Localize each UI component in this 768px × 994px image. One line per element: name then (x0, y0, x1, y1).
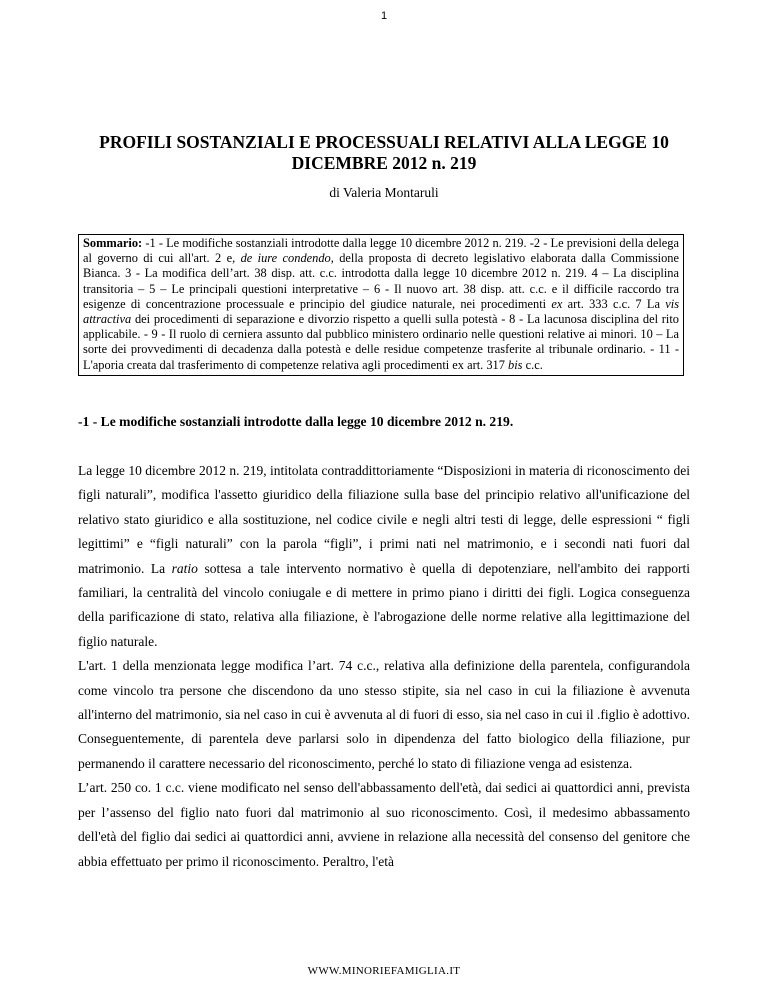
summary-italic: de iure condendo (240, 251, 331, 266)
summary-italic: ex (551, 296, 563, 311)
footer-website: WWW.MINORIEFAMIGLIA.IT (307, 965, 461, 977)
document-title: PROFILI SOSTANZIALI E PROCESSUALI RELATIVI ALLA LEGGE 10 DICEMBRE 2012 n. 219 (99, 132, 669, 173)
author-line: di Valeria Montaruli (329, 185, 439, 200)
paragraph (78, 459, 690, 654)
paragraph-text: sottesa a tale intervento normativo è quella di depotenziare, nell'ambito dei rapporti familiari, la centralità del vincolo coniugale e di mettere in primo piano i diritti dei figli. Logica conseguenza della parificazione di stato, relativa alla filiazione, è l'abrogazione delle norme relative alla legittimazione del figlio naturale. (78, 560, 690, 649)
summary-text: art. 333 c.c. 7 La (562, 296, 666, 311)
summary-italic: bis (508, 357, 523, 372)
summary-label: Sommario: (83, 236, 143, 250)
paragraph: L'art. 1 della menzionata legge modifica l’art. 74 c.c., relativa alla definizione della parentela, configurandola come vincolo tra persone che discendono da uno stesso stipite, sia nel caso in cui la filiazione è avvenuta all'interno del matrimonio, sia nel caso in cui è avvenuta al di fuori di esso, sia nel caso in cui il .figlio è adottivo. Conseguentemente, di parentela deve parlarsi solo in dipendenza del fatto biologico della filiazione, pur permanendo il carattere necessario del riconoscimento, perché lo stato di filiazione venga ad esistenza. (78, 658, 690, 771)
paragraph-text: La legge 10 dicembre 2012 n. 219, intitolata contraddittoriamente “Disposizioni in materia di riconoscimento dei figli naturali”, modifica l'assetto giuridico della filiazione sulla base del principio relativo all'unificazione del relativo stato giuridico e alla sostituzione, nel codice civile e negli altri testi di legge, delle espressioni “ figli legittimi” e “figli naturali” con la parola “figli”, i primi nati nel matrimonio, e i secondi nati fuori dal matrimonio. La (78, 463, 690, 576)
page-number: 1 (380, 10, 388, 22)
summary-box (78, 234, 684, 376)
summary-italic: vis attractiva (83, 296, 680, 327)
paragraph-italic: ratio (171, 560, 198, 576)
summary-text: c.c. (522, 357, 543, 372)
body-text (78, 459, 690, 874)
paragraph: L’art. 250 co. 1 c.c. viene modificato nel senso dell'abbassamento dell'età, dai sedici ai quattordici anni, prevista per l’assenso del figlio nato fuori dal matrimonio al suo riconoscimento. Così, il medesimo abbassamento dell'età del figlio dai sedici ai quattordici anni, avviene in relazione alla necessità del consenso del genitore che abbia effettuato per primo il riconoscimento. Peraltro, l'età (78, 780, 690, 869)
section-heading: -1 - Le modifiche sostanziali introdotte dalla legge 10 dicembre 2012 n. 219. (78, 414, 514, 429)
summary-text: dei procedimenti di separazione e divorzio rispetto a quelli sulla potestà - 8 - La lacunosa disciplina del rito applicabile. - 9 - Il ruolo di cerniera assunto dal pubblico ministero ordinario nelle questioni relative ai minori. 10 – La sorte dei provvedimenti di decadenza dalla potestà e delle residue competenze trasferite al tribunale ordinario. - 11 - L'aporia creata dal trasferimento di competenze relativa agli procedimenti ex art. 317 (83, 312, 679, 372)
summary-text: -1 - Le modifiche sostanziali introdotte dalla legge 10 dicembre 2012 n. 219. -2 - Le previsioni della delega al governo di cui all'art. 2 e, (83, 236, 679, 266)
summary-text: , della proposta di decreto legislativo elaborata dalla Commissione Bianca. 3 - La modifica dell’art. 38 disp. att. c.c. introdotta dalla legge 10 dicembre 2012 n. 219. 4 – La disciplina transitoria – 5 – Le principali questioni interpretative – 6 - Il nuovo art. 38 disp. att. c.c. e il difficile raccordo tra esigenze di concentrazione processuale e principio del giudice naturale, nei procedimenti (83, 251, 680, 311)
